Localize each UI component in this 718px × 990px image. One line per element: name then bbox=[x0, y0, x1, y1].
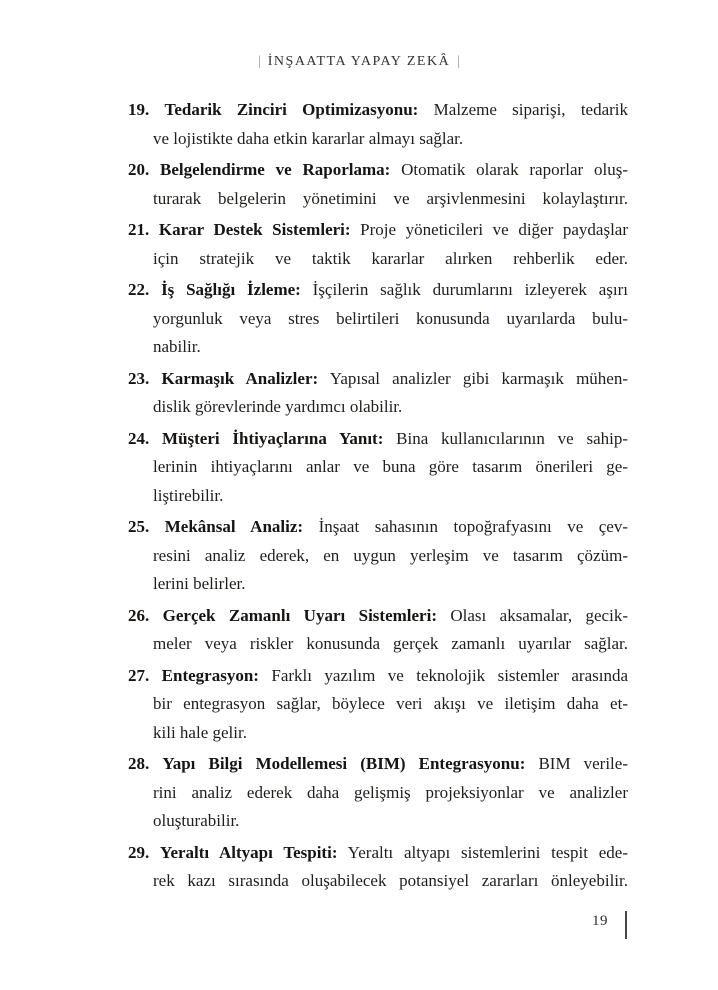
list-item bbox=[128, 662, 629, 748]
item-title: Karmaşık Analizler: bbox=[161, 368, 319, 388]
item-text: İşçilerin sağlık durumlarını izleyerek aşırı bbox=[312, 280, 629, 299]
item-number: 19. bbox=[128, 100, 150, 119]
item-title: Yeraltı Altyapı Tespiti: bbox=[160, 842, 338, 862]
item-line: için stratejik ve taktik kararlar alırken rehberlik eder. bbox=[153, 248, 628, 268]
item-text: Olası aksamalar, gecik- bbox=[450, 605, 628, 625]
item-line: lerinin ihtiyaçlarını anlar ve buna göre tasarım önerileri ge- bbox=[153, 457, 628, 476]
list-item bbox=[128, 602, 628, 659]
item-first-line bbox=[128, 96, 628, 125]
item-line: turarak belgelerin yönetimini ve arşivlenmesini kolaylaştırır. bbox=[153, 188, 628, 208]
header-title: İNŞAATTA YAPAY ZEKÂ bbox=[267, 54, 451, 69]
item-first-line bbox=[128, 156, 628, 185]
item-line: lerini belirler. bbox=[153, 574, 246, 593]
item-first-line bbox=[128, 216, 628, 245]
item-title: Karar Destek Sistemleri: bbox=[158, 220, 351, 239]
item-first-line bbox=[128, 425, 628, 454]
item-title: Entegrasyon: bbox=[161, 665, 259, 685]
item-first-line bbox=[128, 839, 628, 868]
item-title: İş Sağlığı İzleme: bbox=[161, 280, 301, 299]
item-title: Mekânsal Analiz: bbox=[164, 517, 304, 536]
list-item bbox=[128, 276, 629, 362]
item-text: Malzeme siparişi, tedarik bbox=[433, 100, 629, 119]
item-line: rini analiz ederek daha gelişmiş projeksiyonlar ve analizler bbox=[153, 782, 628, 802]
item-text: Yapısal analizler gibi karmaşık mühen- bbox=[329, 368, 629, 388]
item-text: Proje yöneticileri ve diğer paydaşlar bbox=[360, 220, 628, 239]
item-number: 24. bbox=[128, 428, 150, 448]
list-item bbox=[128, 365, 629, 422]
item-text: Farklı yazılım ve teknolojik sistemler arasında bbox=[271, 665, 629, 685]
list-item bbox=[128, 425, 629, 511]
list-item bbox=[128, 216, 628, 273]
item-number: 22. bbox=[128, 280, 150, 299]
item-text: İnşaat sahasının topoğrafyasını ve çev- bbox=[318, 517, 629, 536]
running-header bbox=[0, 52, 718, 72]
item-line: meler veya riskler konusunda gerçek zamanlı uyarılar sağlar. bbox=[153, 634, 628, 653]
item-number: 21. bbox=[128, 220, 150, 239]
item-number: 29. bbox=[128, 842, 150, 862]
item-text: BIM verile- bbox=[538, 754, 628, 773]
item-first-line bbox=[128, 750, 628, 779]
page-number: 19 bbox=[592, 913, 608, 929]
item-line: rek kazı sırasında oluşabilecek potansiyel zararları önleyebilir. bbox=[153, 871, 628, 890]
item-line: nabilir. bbox=[153, 337, 201, 356]
item-number: 26. bbox=[128, 605, 150, 625]
item-text: Otomatik olarak raporlar oluş- bbox=[401, 160, 628, 179]
list-item bbox=[128, 96, 629, 153]
list-item bbox=[128, 839, 628, 896]
header-left-delimiter: | bbox=[257, 54, 261, 69]
item-number: 23. bbox=[128, 368, 150, 388]
item-line: liştirebilir. bbox=[153, 485, 224, 505]
item-title: Belgelendirme ve Raporlama: bbox=[160, 160, 391, 179]
item-number: 20. bbox=[128, 160, 150, 179]
item-first-line bbox=[128, 365, 628, 394]
item-number: 25. bbox=[128, 517, 150, 536]
list-item bbox=[128, 513, 629, 599]
item-first-line bbox=[128, 513, 628, 542]
item-number: 27. bbox=[128, 665, 150, 685]
item-first-line bbox=[128, 276, 628, 305]
item-line: ve lojistikte daha etkin kararlar almayı sağlar. bbox=[153, 128, 464, 148]
item-title: Müşteri İhtiyaçlarına Yanıt: bbox=[162, 428, 384, 448]
item-first-line bbox=[128, 662, 628, 691]
item-line: kili hale gelir. bbox=[153, 722, 247, 742]
item-title: Tedarik Zinciri Optimizasyonu: bbox=[164, 100, 419, 119]
item-text: Bina kullanıcılarının ve sahip- bbox=[396, 428, 629, 448]
item-line: bir entegrasyon sağlar, böylece veri akışı ve iletişim daha et- bbox=[153, 694, 628, 713]
item-list bbox=[128, 96, 628, 899]
item-text: Yeraltı altyapı sistemlerini tespit ede- bbox=[347, 842, 628, 862]
item-line: oluşturabilir. bbox=[153, 811, 240, 830]
footer-rule bbox=[625, 911, 627, 939]
item-title: Gerçek Zamanlı Uyarı Sistemleri: bbox=[162, 605, 437, 625]
item-line: resini analiz ederek, en uygun yerleşim ve tasarım çözüm- bbox=[153, 545, 628, 565]
item-title: Yapı Bilgi Modellemesi (BIM) Entegrasyonu: bbox=[162, 754, 526, 773]
list-item bbox=[128, 750, 628, 836]
item-line: yorgunluk veya stres belirtileri konusunda uyarılarda bulu- bbox=[153, 308, 628, 328]
item-number: 28. bbox=[128, 754, 150, 773]
item-line: dislik görevlerinde yardımcı olabilir. bbox=[153, 397, 403, 416]
list-item bbox=[128, 156, 628, 213]
item-first-line bbox=[128, 602, 628, 631]
header-right-delimiter: | bbox=[457, 54, 461, 69]
